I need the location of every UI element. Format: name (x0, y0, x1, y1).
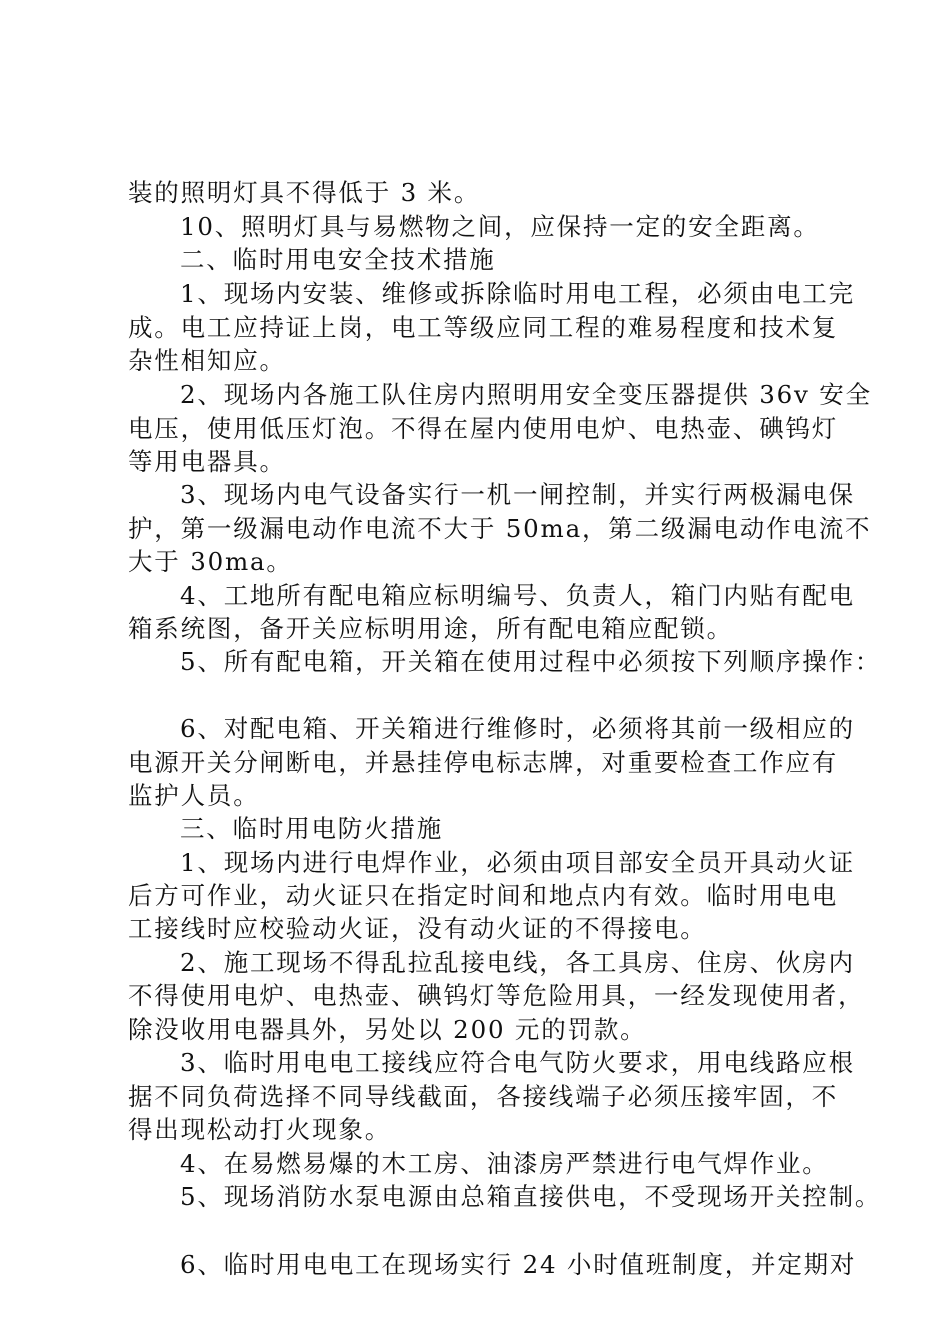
text-line: 电源开关分闸断电，并悬挂停电标志牌，对重要检查工作应有 (128, 748, 839, 777)
text-line: 除没收用电器具外，另处以 200 元的罚款。 (128, 1015, 647, 1044)
text-line: 电压，使用低压灯泡。不得在屋内使用电炉、电热壶、碘钨灯 (128, 414, 839, 443)
text-line: 护，第一级漏电动作电流不大于 50ma，第二级漏电动作电流不 (128, 514, 872, 543)
text-line: 箱系统图，备开关应标明用途，所有配电箱应配锁。 (128, 614, 733, 643)
text-line: 成。电工应持证上岗，电工等级应同工程的难易程度和技术复 (128, 313, 839, 342)
text-line: 4、在易燃易爆的木工房、油漆房严禁进行电气焊作业。 (180, 1149, 829, 1178)
text-line: 3、现场内电气设备实行一机一闸控制，并实行两极漏电保 (180, 480, 855, 509)
section-heading: 二、临时用电安全技术措施 (180, 245, 496, 274)
text-line: 得出现松动打火现象。 (128, 1115, 391, 1144)
text-line: 杂性相知应。 (128, 346, 286, 375)
text-line: 装的照明灯具不得低于 3 米。 (128, 178, 481, 207)
text-line: 2、现场内各施工队住房内照明用安全变压器提供 36v 安全 (180, 380, 872, 409)
text-line: 3、临时用电电工接线应符合电气防火要求，用电线路应根 (180, 1048, 855, 1077)
text-line: 10、照明灯具与易燃物之间，应保持一定的安全距离。 (180, 212, 820, 241)
text-line: 5、现场消防水泵电源由总箱直接供电，不受现场开关控制。 (180, 1182, 882, 1211)
text-line: 4、工地所有配电箱应标明编号、负责人，箱门内贴有配电 (180, 581, 855, 610)
text-line: 等用电器具。 (128, 447, 286, 476)
text-line: 监护人员。 (128, 781, 260, 810)
text-line: 后方可作业，动火证只在指定时间和地点内有效。临时用电电 (128, 881, 839, 910)
text-line: 工接线时应校验动火证，没有动火证的不得接电。 (128, 914, 707, 943)
text-line: 1、现场内安装、维修或拆除临时用电工程，必须由电工完 (180, 279, 855, 308)
text-line: 大于 30ma。 (128, 547, 293, 576)
text-line: 1、现场内进行电焊作业，必须由项目部安全员开具动火证 (180, 848, 855, 877)
text-line: 6、临时用电电工在现场实行 24 小时值班制度，并定期对 (180, 1250, 857, 1279)
text-line: 不得使用电炉、电热壶、碘钨灯等危险用具，一经发现使用者， (128, 981, 865, 1010)
text-line: 5、所有配电箱，开关箱在使用过程中必须按下列顺序操作： (180, 647, 882, 676)
text-line: 据不同负荷选择不同导线截面，各接线端子必须压接牢固，不 (128, 1082, 839, 1111)
text-line: 6、对配电箱、开关箱进行维修时，必须将其前一级相应的 (180, 714, 855, 743)
section-heading: 三、临时用电防火措施 (180, 814, 443, 843)
text-line: 2、施工现场不得乱拉乱接电线，各工具房、住房、伙房内 (180, 948, 855, 977)
